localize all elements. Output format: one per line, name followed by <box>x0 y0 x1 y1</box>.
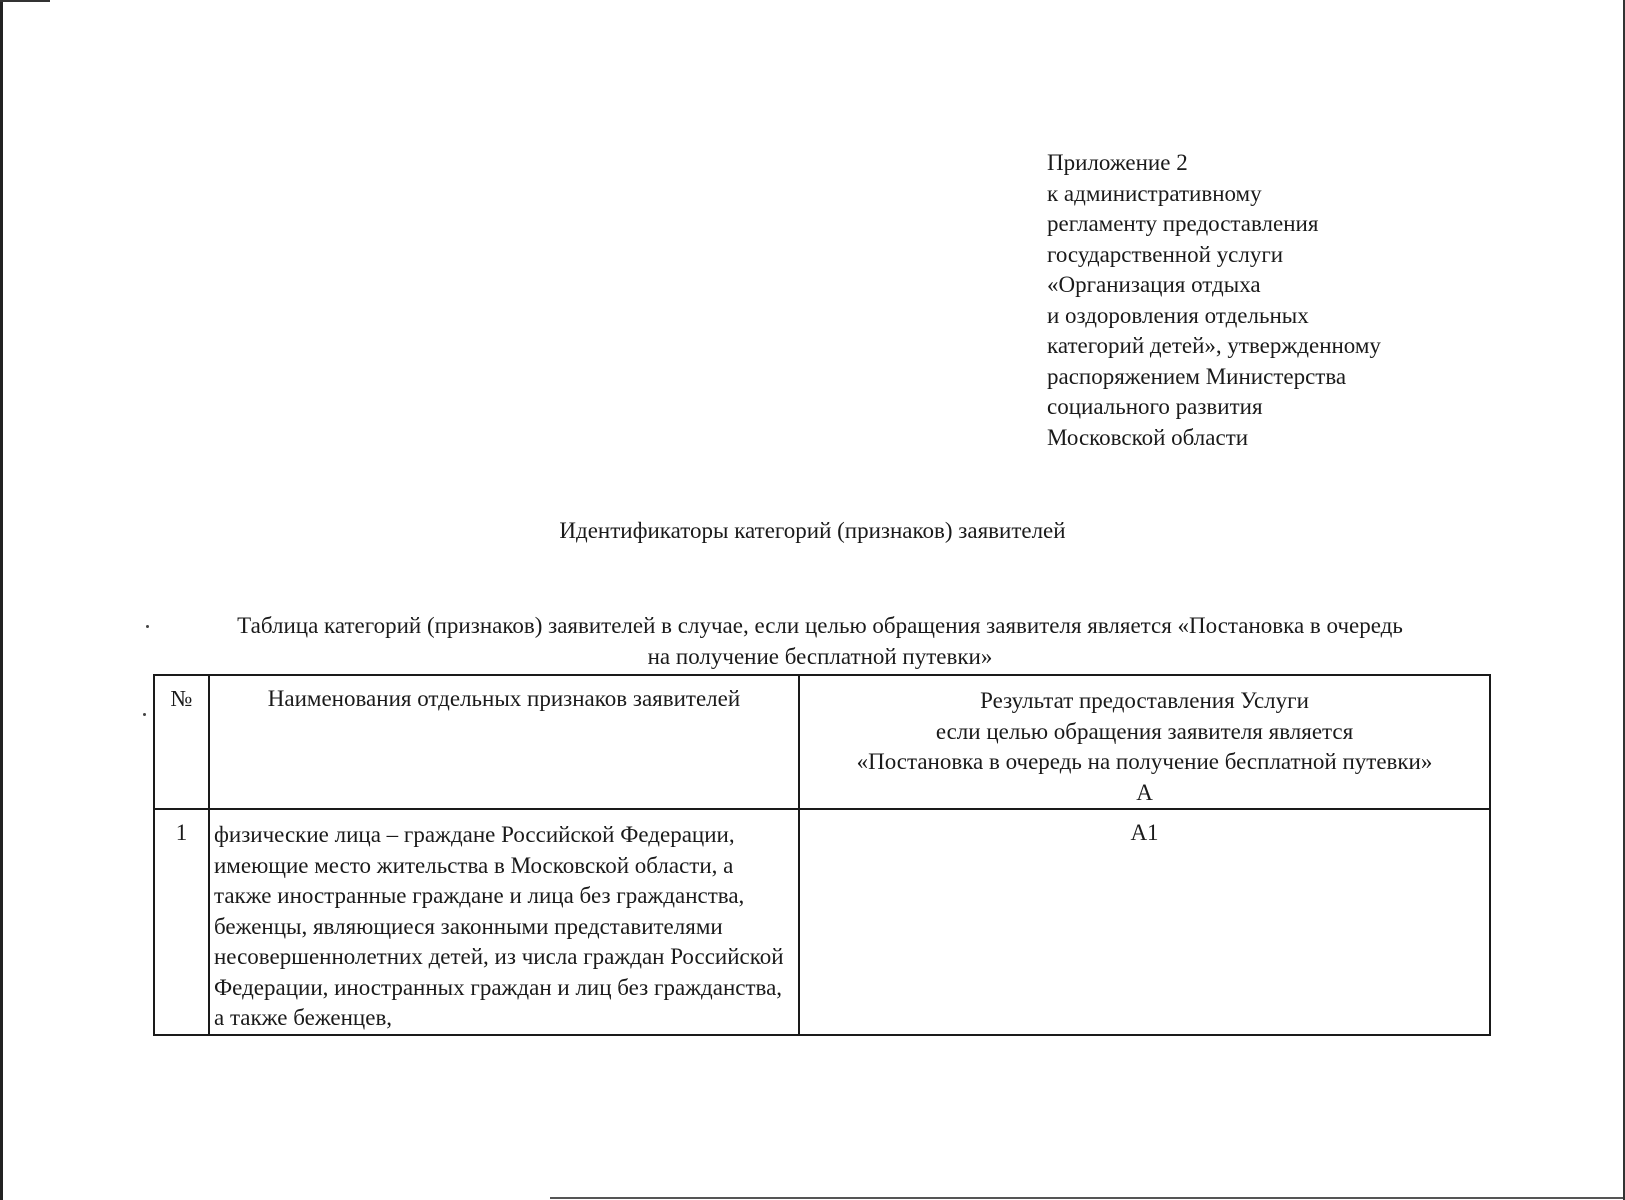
header-result-line: А <box>1136 779 1153 805</box>
appendix-block <box>1047 148 1487 453</box>
header-result-line: «Постановка в очередь на получение бесплатной путевки» <box>856 749 1433 774</box>
scan-speck <box>146 625 149 628</box>
appendix-line: государственной услуги <box>1047 241 1284 267</box>
header-number: № <box>154 675 209 809</box>
table-caption <box>150 610 1490 672</box>
appendix-line: распоряжением Министерства <box>1047 363 1347 389</box>
header-result-line: Результат предоставления Услуги <box>980 688 1309 713</box>
appendix-line: регламенту предоставления <box>1047 211 1319 236</box>
document-title: Идентификаторы категорий (признаков) заявителей <box>559 518 1066 543</box>
appendix-line: «Организация отдыха <box>1047 272 1261 297</box>
table-caption-line: Таблица категорий (признаков) заявителей в случае, если целью обращения заявителя является «Постановка в очередь <box>237 613 1403 638</box>
categories-table <box>153 674 1491 1036</box>
row-result: А1 <box>799 809 1490 1035</box>
scan-edge-top <box>0 0 50 2</box>
header-result <box>799 675 1490 809</box>
table-header-row <box>154 675 1490 809</box>
table-caption-line: на получение бесплатной путевки» <box>647 644 993 669</box>
row-name: физические лица – граждане Российской Федерации, имеющие место жительства в Московской области, а также иностранные граждане и лица без гражданства, беженцы, являющиеся законными представителями несовершеннолетних детей, из числа граждан Российской Федерации, иностранных граждан и лиц без гражданства, а также беженцев, <box>209 809 799 1035</box>
appendix-line: Московской области <box>1047 424 1249 450</box>
appendix-line: категорий детей», утвержденному <box>1047 333 1381 358</box>
appendix-line: социального развития <box>1047 394 1263 419</box>
row-number: 1 <box>154 809 209 1035</box>
scan-speck <box>143 713 146 716</box>
appendix-line: Приложение 2 <box>1047 150 1188 175</box>
table-row <box>154 809 1490 1035</box>
appendix-line: к административному <box>1047 180 1262 206</box>
appendix-line: и оздоровления отдельных <box>1047 302 1309 328</box>
scan-edge-left <box>0 0 3 1200</box>
header-result-line: если целью обращения заявителя является <box>935 718 1354 744</box>
header-name: Наименования отдельных признаков заявителей <box>209 675 799 809</box>
scan-edge-bottom <box>550 1197 1625 1199</box>
